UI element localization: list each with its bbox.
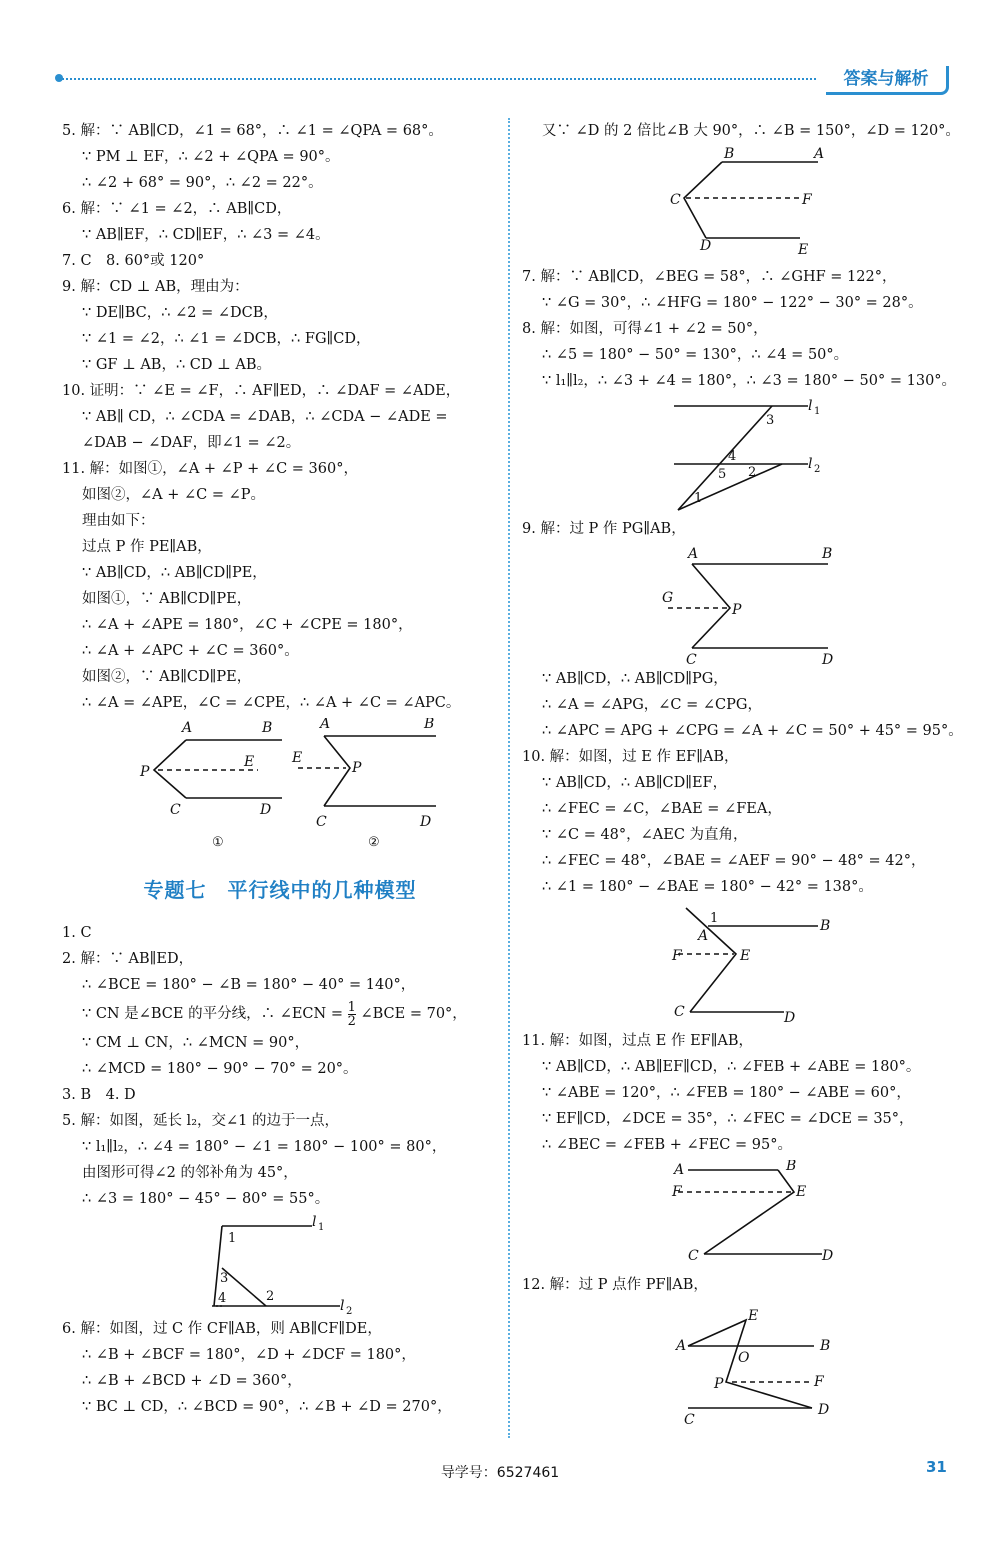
svg-text:F: F — [672, 948, 682, 964]
section-title: 专题七 平行线中的几种模型 — [143, 878, 417, 902]
solution-line: ∵ EF∥CD，∠DCE = 35°，∴ ∠FEC = ∠DCE = 35°， — [542, 1111, 914, 1127]
solution-line: ∴ ∠3 = 180° − 45° − 80° = 55°。 — [82, 1191, 330, 1207]
svg-text:G: G — [662, 590, 674, 606]
solution-line: 5. 解：如图，延长 l₂，交∠1 的边于一点， — [62, 1113, 339, 1129]
guide-number: 导学号：6527461 — [440, 1465, 560, 1481]
svg-text:B: B — [424, 718, 435, 732]
figure-topic-10 — [522, 902, 962, 1026]
right-solutions-part4 — [522, 666, 962, 900]
solution-line: ∴ ∠BCE = 180° − ∠B = 180° − 40° = 140°， — [82, 977, 416, 993]
solution-line: ∠DAB − ∠DAF，即∠1 = ∠2。 — [82, 435, 301, 451]
svg-text:l: l — [808, 456, 813, 472]
svg-text:D: D — [818, 1402, 830, 1418]
solution-line: 理由如下： — [82, 513, 155, 529]
svg-text:1: 1 — [318, 1222, 325, 1233]
solution-line: 11. 解：如图①，∠A + ∠P + ∠C = 360°， — [62, 461, 358, 477]
solution-line: 7. 解：∵ AB∥CD，∠BEG = 58°，∴ ∠GHF = 122°， — [522, 269, 897, 285]
left-solutions-part3 — [62, 1030, 498, 1212]
solution-line: ∵ AB∥CD，∴ AB∥CD∥PE， — [82, 565, 267, 581]
right-column — [522, 118, 962, 1426]
solution-line: ∵ ∠1 = ∠2，∴ ∠1 = ∠DCB，∴ FG∥CD， — [82, 331, 371, 347]
svg-text:4: 4 — [728, 449, 737, 464]
svg-text:P: P — [140, 764, 150, 780]
svg-text:C: C — [670, 192, 681, 208]
solution-line: ∴ ∠B + ∠BCF = 180°，∠D + ∠DCF = 180°， — [82, 1347, 416, 1363]
svg-text:P: P — [714, 1376, 724, 1392]
svg-text:E: E — [798, 242, 809, 258]
svg-text:F: F — [814, 1374, 824, 1390]
solution-line: ∵ l₁∥l₂，∴ ∠3 + ∠4 = 180°，∴ ∠3 = 180° − 50° = 130°。 — [542, 373, 957, 389]
svg-text:4: 4 — [218, 1291, 227, 1306]
figure-11 — [62, 718, 498, 858]
svg-text:1: 1 — [814, 406, 821, 417]
right-solutions-part5 — [522, 1028, 962, 1158]
solution-line: 6. 解：∵ ∠1 = ∠2，∴ AB∥CD， — [62, 201, 292, 217]
svg-text:A: A — [688, 546, 699, 562]
svg-text:1: 1 — [694, 491, 703, 506]
svg-text:B: B — [822, 546, 833, 562]
solution-line: ∵ AB∥CD，∴ AB∥EF∥CD，∴ ∠FEB + ∠ABE = 180°。 — [542, 1059, 921, 1075]
solution-line: ∵ AB∥EF，∴ CD∥EF，∴ ∠3 = ∠4。 — [82, 227, 330, 243]
svg-text:D: D — [260, 802, 272, 818]
solution-line: ∵ l₁∥l₂，∴ ∠4 = 180° − ∠1 = 180° − 100° = 80°， — [82, 1139, 447, 1155]
solution-line: 由图形可得∠2 的邻补角为 45°， — [82, 1165, 298, 1181]
solution-line: 又∵ ∠D 的 2 倍比∠B 大 90°，∴ ∠B = 150°，∠D = 120°。 — [542, 123, 960, 139]
svg-text:F: F — [802, 192, 812, 208]
svg-text:D: D — [822, 1248, 834, 1264]
solution-line: 1. C — [62, 925, 92, 941]
svg-text:B: B — [786, 1160, 797, 1174]
svg-text:D: D — [700, 238, 712, 254]
solution-line: ∴ ∠2 + 68° = 90°，∴ ∠2 = 22°。 — [82, 175, 323, 191]
svg-text:2: 2 — [814, 464, 821, 475]
solution-line: ∵ PM ⊥ EF，∴ ∠2 + ∠QPA = 90°。 — [82, 149, 340, 165]
svg-text:A: A — [698, 928, 709, 944]
svg-text:E: E — [740, 948, 751, 964]
svg-text:3: 3 — [766, 413, 775, 428]
svg-text:A: A — [182, 720, 193, 736]
svg-text:A: A — [676, 1338, 687, 1354]
svg-text:C: C — [684, 1412, 695, 1424]
solution-line: ∴ ∠A = ∠APG，∠C = ∠CPG， — [542, 697, 762, 713]
header-dotted-line — [58, 78, 816, 80]
svg-text:C: C — [316, 814, 327, 830]
svg-text:C: C — [674, 1004, 685, 1020]
right-solutions-part6 — [522, 1272, 962, 1298]
svg-text:C: C — [170, 802, 181, 818]
solution-line: ∵ AB∥ CD，∴ ∠CDA = ∠DAB，∴ ∠CDA − ∠ADE = — [82, 409, 448, 425]
solution-line: ∴ ∠FEC = ∠C，∠BAE = ∠FEA， — [542, 801, 782, 817]
solution-line: 9. 解：过 P 作 PG∥AB， — [522, 521, 686, 537]
svg-text:P: P — [352, 760, 362, 776]
svg-text:E: E — [292, 750, 303, 766]
page-number: 31 — [926, 1458, 947, 1476]
figure-topic-11 — [522, 1160, 962, 1270]
solution-line: ∵ ∠G = 30°，∴ ∠HFG = 180° − 122° − 30° = 28°。 — [542, 295, 923, 311]
right-solutions-part2 — [522, 264, 962, 394]
figure-11-label-1: ① — [212, 835, 224, 850]
solution-line: ∴ ∠APC = APG + ∠CPG = ∠A + ∠C = 50° + 45° = 95°。 — [542, 723, 963, 739]
svg-text:1: 1 — [228, 1231, 237, 1246]
svg-text:E: E — [796, 1184, 807, 1200]
svg-text:l: l — [808, 398, 813, 414]
svg-text:D: D — [784, 1010, 796, 1026]
solution-line: ∴ ∠A + ∠APC + ∠C = 360°。 — [82, 643, 299, 659]
solution-line: ∵ AB∥CD，∴ AB∥CD∥EF， — [542, 775, 728, 791]
svg-text:1: 1 — [710, 911, 719, 926]
left-solutions-part4 — [62, 1316, 498, 1420]
svg-text:2: 2 — [346, 1306, 353, 1314]
cn-bisector-line: ∵ CN 是∠BCE 的平分线，∴ ∠ECN = $\frac{1}{2}$ ∠BCE = 70°， — [82, 999, 467, 1029]
solution-line: 10. 证明：∵ ∠E = ∠F，∴ AF∥ED，∴ ∠DAF = ∠ADE， — [62, 383, 461, 399]
solution-line: 如图①，∵ AB∥CD∥PE， — [82, 591, 252, 607]
solution-line: ∵ ∠C = 48°，∠AEC 为直角， — [542, 827, 748, 843]
svg-text:D: D — [420, 814, 432, 830]
solution-line: ∴ ∠5 = 180° − 50° = 130°，∴ ∠4 = 50°。 — [542, 347, 849, 363]
solution-line: ∵ BC ⊥ CD，∴ ∠BCD = 90°，∴ ∠B + ∠D = 270°， — [82, 1399, 452, 1415]
solution-line: 5. 解：∵ AB∥CD，∠1 = 68°，∴ ∠1 = ∠QPA = 68°。 — [62, 123, 443, 139]
left-solutions-part1 — [62, 118, 498, 716]
solution-line: ∵ AB∥CD，∴ AB∥CD∥PG， — [542, 671, 728, 687]
solution-line: 3. B 4. D — [62, 1087, 136, 1103]
solution-line: 7. C 8. 60°或 120° — [62, 253, 205, 269]
svg-text:C: C — [686, 652, 697, 664]
figure-topic-6 — [522, 146, 962, 262]
solution-line: ∵ GF ⊥ AB，∴ CD ⊥ AB。 — [82, 357, 271, 373]
solution-line: ∴ ∠B + ∠BCD + ∠D = 360°， — [82, 1373, 302, 1389]
solution-line: 2. 解：∵ AB∥ED， — [62, 951, 194, 967]
column-divider — [508, 118, 510, 1438]
figure-topic-5 — [62, 1214, 498, 1314]
figure-topic-8 — [522, 396, 962, 514]
svg-text:B: B — [262, 720, 273, 736]
solution-line: 8. 解：如图，可得∠1 + ∠2 = 50°， — [522, 321, 768, 337]
svg-text:2: 2 — [748, 465, 757, 480]
figure-topic-9 — [522, 544, 962, 664]
svg-text:A: A — [814, 146, 825, 162]
left-solutions-part2 — [62, 920, 498, 998]
svg-text:l: l — [312, 1214, 317, 1230]
solution-line: 9. 解：CD ⊥ AB，理由为： — [62, 279, 249, 295]
svg-text:F: F — [672, 1184, 682, 1200]
svg-text:5: 5 — [718, 467, 727, 482]
solution-line: ∴ ∠1 = 180° − ∠BAE = 180° − 42° = 138°。 — [542, 879, 873, 895]
solution-line: ∴ ∠A = ∠APE，∠C = ∠CPE，∴ ∠A + ∠C = ∠APC。 — [82, 695, 461, 711]
solution-line: 过点 P 作 PE∥AB， — [82, 539, 212, 555]
svg-text:l: l — [340, 1298, 345, 1314]
svg-text:2: 2 — [266, 1289, 275, 1304]
solution-line: ∴ ∠BEC = ∠FEB + ∠FEC = 95°。 — [542, 1137, 792, 1153]
solution-line: ∴ ∠MCD = 180° − 90° − 70° = 20°。 — [82, 1061, 358, 1077]
solution-line: ∴ ∠FEC = 48°，∠BAE = ∠AEF = 90° − 48° = 42°， — [542, 853, 926, 869]
svg-text:E: E — [748, 1308, 759, 1324]
solution-line: 如图②，∵ AB∥CD∥PE， — [82, 669, 252, 685]
figure-11-label-2: ② — [368, 835, 380, 850]
figure-topic-12 — [522, 1300, 962, 1424]
header-title: 答案与解析 — [826, 66, 949, 95]
solution-line: 12. 解：过 P 点作 PF∥AB， — [522, 1277, 708, 1293]
svg-text:D: D — [822, 652, 834, 664]
svg-text:B: B — [820, 1338, 831, 1354]
solution-line: ∵ CM ⊥ CN，∴ ∠MCN = 90°， — [82, 1035, 310, 1051]
svg-text:A: A — [674, 1162, 685, 1178]
right-solutions-part3 — [522, 516, 962, 542]
solution-line: 6. 解：如图，过 C 作 CF∥AB，则 AB∥CF∥DE， — [62, 1321, 382, 1337]
svg-text:3: 3 — [220, 1271, 229, 1286]
left-column — [62, 118, 498, 1420]
svg-text:O: O — [738, 1350, 750, 1366]
svg-text:E: E — [244, 754, 255, 770]
solution-line: ∵ ∠ABE = 120°，∴ ∠FEB = 180° − ∠ABE = 60°， — [542, 1085, 911, 1101]
solution-line: ∴ ∠A + ∠APE = 180°，∠C + ∠CPE = 180°， — [82, 617, 413, 633]
solution-line: 11. 解：如图，过点 E 作 EF∥AB， — [522, 1033, 754, 1049]
svg-text:P: P — [732, 602, 742, 618]
svg-text:A: A — [320, 718, 331, 732]
solution-line: ∵ DE∥BC，∴ ∠2 = ∠DCB， — [82, 305, 278, 321]
svg-text:B: B — [724, 146, 735, 162]
fraction-one-half: $\frac{1}{2}$ — [347, 999, 356, 1029]
solution-line: 10. 解：如图，过 E 作 EF∥AB， — [522, 749, 739, 765]
right-solutions-part1 — [522, 118, 962, 144]
svg-text:B: B — [820, 918, 831, 934]
svg-text:C: C — [688, 1248, 699, 1264]
solution-line: 如图②，∠A + ∠C = ∠P。 — [82, 487, 266, 503]
